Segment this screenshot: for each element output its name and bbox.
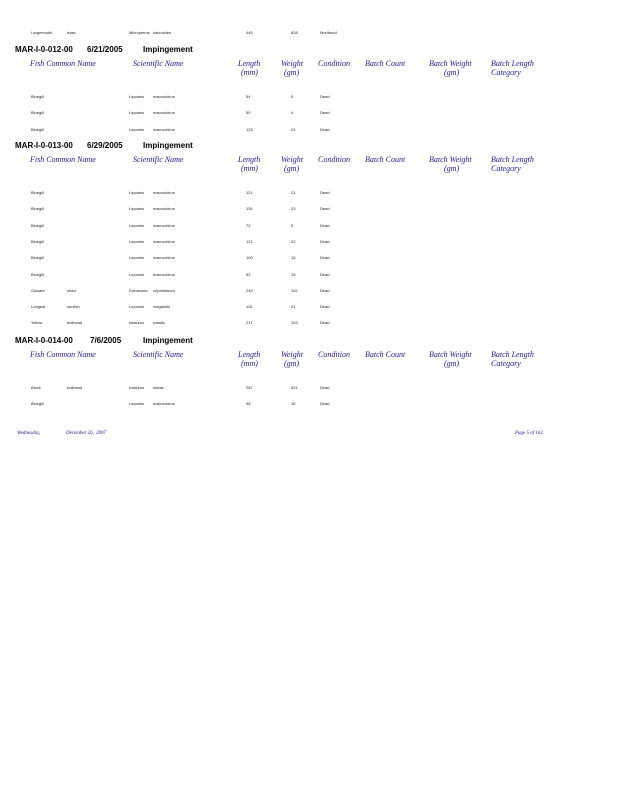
scientific-species: melas bbox=[153, 385, 164, 390]
scientific-genus: Lepomis bbox=[129, 190, 145, 195]
column-header-fish-common-name bbox=[30, 155, 96, 164]
column-header-weight bbox=[281, 59, 303, 77]
weight-value: 21 bbox=[291, 190, 296, 195]
table-row bbox=[0, 401, 618, 409]
column-header-line: (gm) bbox=[284, 68, 300, 77]
scientific-species: macrochirus bbox=[153, 94, 175, 99]
condition-value: Dead bbox=[320, 223, 330, 228]
fish-common-name-2: sunfish bbox=[67, 304, 80, 309]
scientific-species: macrochirus bbox=[153, 127, 175, 132]
column-header-line: Length bbox=[238, 59, 261, 68]
length-value: 121 bbox=[246, 190, 253, 195]
column-header-condition bbox=[318, 59, 350, 68]
condition-value: Moribund bbox=[320, 30, 337, 35]
column-header-line: Batch Length bbox=[491, 350, 534, 359]
table-row bbox=[0, 190, 618, 198]
weight-value: 5 bbox=[291, 94, 294, 99]
scientific-species: macrochirus bbox=[153, 239, 175, 244]
column-header-weight bbox=[281, 155, 303, 173]
scientific-species: megalotis bbox=[153, 304, 171, 309]
condition-value: Dead bbox=[320, 320, 330, 325]
section-id: MAR-I-0-014-00 bbox=[15, 336, 73, 345]
column-header-line: (gm) bbox=[284, 359, 300, 368]
scientific-species: macrochirus bbox=[153, 401, 175, 406]
column-header-line: (gm) bbox=[444, 359, 460, 368]
table-row bbox=[0, 94, 618, 102]
column-header-line: Weight bbox=[281, 350, 303, 359]
length-value: 445 bbox=[246, 30, 253, 35]
scientific-genus: Lepomis bbox=[129, 94, 145, 99]
column-header-batch-count bbox=[365, 350, 405, 359]
length-value: 98 bbox=[246, 401, 251, 406]
table-row bbox=[0, 206, 618, 214]
column-header-length bbox=[238, 350, 260, 368]
length-value: 100 bbox=[246, 255, 253, 260]
column-header-line: (gm) bbox=[444, 164, 460, 173]
length-value: 121 bbox=[246, 239, 253, 244]
length-value: 217 bbox=[246, 320, 253, 325]
fish-common-name-2: shad bbox=[67, 288, 76, 293]
scientific-genus: Lepomis bbox=[129, 239, 145, 244]
scientific-genus: Lepomis bbox=[129, 110, 145, 115]
scientific-genus: Ictalurus bbox=[129, 385, 145, 390]
condition-value: Dead bbox=[320, 288, 330, 293]
column-header-batch-count bbox=[365, 59, 405, 68]
scientific-species: natalis bbox=[153, 320, 165, 325]
fish-common-name-2: bullhead bbox=[67, 320, 83, 325]
scientific-genus: Lepomis bbox=[129, 223, 145, 228]
column-header-line: Category bbox=[491, 359, 521, 368]
column-header-line: (gm) bbox=[284, 164, 300, 173]
table-row bbox=[0, 385, 618, 393]
column-header-line: Fish Common Name bbox=[30, 59, 96, 68]
footer-page-number: Page 5 of 162 bbox=[515, 431, 543, 436]
column-header-scientific-name bbox=[133, 350, 183, 359]
fish-common-name-1: Bluegill bbox=[31, 127, 44, 132]
section-type: Impingement bbox=[143, 336, 193, 345]
scientific-species: macrochirus bbox=[153, 190, 175, 195]
section-date: 6/29/2005 bbox=[87, 141, 123, 150]
scientific-genus: Ictalurus bbox=[129, 320, 145, 325]
column-header-scientific-name bbox=[133, 59, 183, 68]
column-header-line: Condition bbox=[318, 59, 351, 68]
weight-value: 21 bbox=[291, 304, 296, 309]
column-header-line: (mm) bbox=[241, 68, 258, 77]
scientific-species: macrochirus bbox=[153, 110, 175, 115]
section-type: Impingement bbox=[143, 141, 193, 150]
column-header-line: Length bbox=[238, 155, 261, 164]
fish-common-name-1: Bluegill bbox=[31, 401, 44, 406]
column-header-batch-count bbox=[365, 155, 405, 164]
fish-common-name-1: Bluegill bbox=[31, 223, 44, 228]
column-header-line: Scientific Name bbox=[133, 350, 184, 359]
scientific-genus: Lepomis bbox=[129, 255, 145, 260]
length-value: 125 bbox=[246, 127, 253, 132]
fish-common-name-1: Bluegill bbox=[31, 110, 44, 115]
condition-value: Dead bbox=[320, 385, 330, 390]
condition-value: Dead bbox=[320, 239, 330, 244]
fish-common-name-1: Longear bbox=[31, 304, 46, 309]
weight-value: 5 bbox=[291, 223, 294, 228]
table-row bbox=[0, 30, 618, 38]
column-header-line: Weight bbox=[281, 59, 303, 68]
scientific-genus: Lepomis bbox=[129, 127, 145, 132]
condition-value: Dead bbox=[320, 190, 330, 195]
table-row bbox=[0, 304, 618, 312]
weight-value: 15 bbox=[291, 272, 296, 277]
weight-value: 826 bbox=[291, 30, 298, 35]
condition-value: Dead bbox=[320, 401, 330, 406]
section-date: 6/21/2005 bbox=[87, 45, 123, 54]
scientific-species: macrochirus bbox=[153, 272, 175, 277]
column-header-line: Batch Length bbox=[491, 155, 534, 164]
weight-value: 23 bbox=[291, 206, 296, 211]
column-header-batch-weight bbox=[429, 59, 472, 77]
column-header-line: Category bbox=[491, 164, 521, 173]
column-header-line: Category bbox=[491, 68, 521, 77]
scientific-species: macrochirus bbox=[153, 255, 175, 260]
column-header-line: Fish Common Name bbox=[30, 155, 96, 164]
column-header-length bbox=[238, 59, 260, 77]
column-header-fish-common-name bbox=[30, 59, 96, 68]
fish-common-name-1: Bluegill bbox=[31, 255, 44, 260]
fish-common-name-1: Bluegill bbox=[31, 206, 44, 211]
scientific-genus: Lepomis bbox=[129, 401, 145, 406]
column-header-line: Batch Weight bbox=[429, 59, 472, 68]
table-row bbox=[0, 272, 618, 280]
column-header-scientific-name bbox=[133, 155, 183, 164]
fish-common-name-1: Bluegill bbox=[31, 239, 44, 244]
footer-month-day: December 26, bbox=[66, 431, 95, 436]
scientific-species: salmoides bbox=[153, 30, 172, 35]
weight-value: 24 bbox=[291, 127, 296, 132]
table-row bbox=[0, 239, 618, 247]
column-header-line: Batch Length bbox=[491, 59, 534, 68]
scientific-species: macrochirus bbox=[153, 223, 175, 228]
weight-value: 421 bbox=[291, 385, 298, 390]
column-header-line: Batch Weight bbox=[429, 350, 472, 359]
condition-value: Dead bbox=[320, 272, 330, 277]
column-header-line: Batch Count bbox=[365, 155, 406, 164]
scientific-species: cepedianum bbox=[153, 288, 175, 293]
fish-common-name-1: Gizzard bbox=[31, 288, 45, 293]
fish-common-name-1: Bluegill bbox=[31, 190, 44, 195]
column-header-fish-common-name bbox=[30, 350, 96, 359]
weight-value: 4 bbox=[291, 110, 294, 115]
condition-value: Dead bbox=[320, 206, 330, 211]
length-value: 50 bbox=[246, 110, 251, 115]
weight-value: 103 bbox=[291, 320, 298, 325]
scientific-genus: Lepomis bbox=[129, 206, 145, 211]
column-header-line: Scientific Name bbox=[133, 59, 184, 68]
fish-common-name-1: Black bbox=[31, 385, 41, 390]
scientific-genus: Lepomis bbox=[129, 304, 145, 309]
length-value: 54 bbox=[246, 94, 251, 99]
length-value: 72 bbox=[246, 223, 251, 228]
table-row bbox=[0, 288, 618, 296]
column-header-batch-length-category bbox=[491, 155, 534, 173]
length-value: 245 bbox=[246, 288, 253, 293]
section-id: MAR-I-0-013-00 bbox=[15, 141, 73, 150]
column-header-batch-length-category bbox=[491, 59, 534, 77]
condition-value: Dead bbox=[320, 304, 330, 309]
column-header-line: Batch Weight bbox=[429, 155, 472, 164]
column-header-weight bbox=[281, 350, 303, 368]
column-header-line: Condition bbox=[318, 155, 351, 164]
column-header-line: (mm) bbox=[241, 359, 258, 368]
column-header-condition bbox=[318, 350, 350, 359]
column-header-condition bbox=[318, 155, 350, 164]
column-header-line: Fish Common Name bbox=[30, 350, 96, 359]
condition-value: Dead bbox=[320, 127, 330, 132]
weight-value: 22 bbox=[291, 239, 296, 244]
scientific-species: macrochirus bbox=[153, 206, 175, 211]
condition-value: Dead bbox=[320, 110, 330, 115]
column-header-line: (gm) bbox=[444, 68, 460, 77]
weight-value: 16 bbox=[291, 401, 296, 406]
footer-weekday: Wednesday, bbox=[17, 431, 41, 436]
fish-common-name-1: Yellow bbox=[31, 320, 43, 325]
fish-common-name-1: Bluegill bbox=[31, 272, 44, 277]
footer-year: 2007 bbox=[96, 431, 106, 436]
fish-common-name-1: Bluegill bbox=[31, 94, 44, 99]
length-value: 115 bbox=[246, 304, 253, 309]
column-header-length bbox=[238, 155, 260, 173]
column-header-line: Scientific Name bbox=[133, 155, 184, 164]
column-header-line: Weight bbox=[281, 155, 303, 164]
fish-common-name-2: bullhead bbox=[67, 385, 83, 390]
weight-value: 15 bbox=[291, 255, 296, 260]
length-value: 92 bbox=[246, 272, 251, 277]
column-header-batch-weight bbox=[429, 155, 472, 173]
column-header-batch-weight bbox=[429, 350, 472, 368]
scientific-genus: Lepomis bbox=[129, 272, 145, 277]
column-header-line: Length bbox=[238, 350, 261, 359]
column-header-line: (mm) bbox=[241, 164, 258, 173]
table-row bbox=[0, 255, 618, 263]
section-date: 7/6/2005 bbox=[90, 336, 122, 345]
scientific-genus: Dorosoma bbox=[129, 288, 148, 293]
weight-value: 110 bbox=[291, 288, 298, 293]
fish-common-name-1: Largemouth bbox=[31, 30, 53, 35]
column-header-batch-length-category bbox=[491, 350, 534, 368]
table-row bbox=[0, 110, 618, 118]
condition-value: Dead bbox=[320, 94, 330, 99]
column-header-line: Batch Count bbox=[365, 59, 406, 68]
table-row bbox=[0, 127, 618, 135]
table-row bbox=[0, 223, 618, 231]
column-header-line: Condition bbox=[318, 350, 351, 359]
section-id: MAR-I-0-012-00 bbox=[15, 45, 73, 54]
scientific-genus: Micropterus bbox=[129, 30, 150, 35]
column-header-line: Batch Count bbox=[365, 350, 406, 359]
condition-value: Dead bbox=[320, 255, 330, 260]
table-row bbox=[0, 320, 618, 328]
length-value: 287 bbox=[246, 385, 253, 390]
fish-common-name-2: bass bbox=[67, 30, 76, 35]
section-type: Impingement bbox=[143, 45, 193, 54]
length-value: 115 bbox=[246, 206, 253, 211]
